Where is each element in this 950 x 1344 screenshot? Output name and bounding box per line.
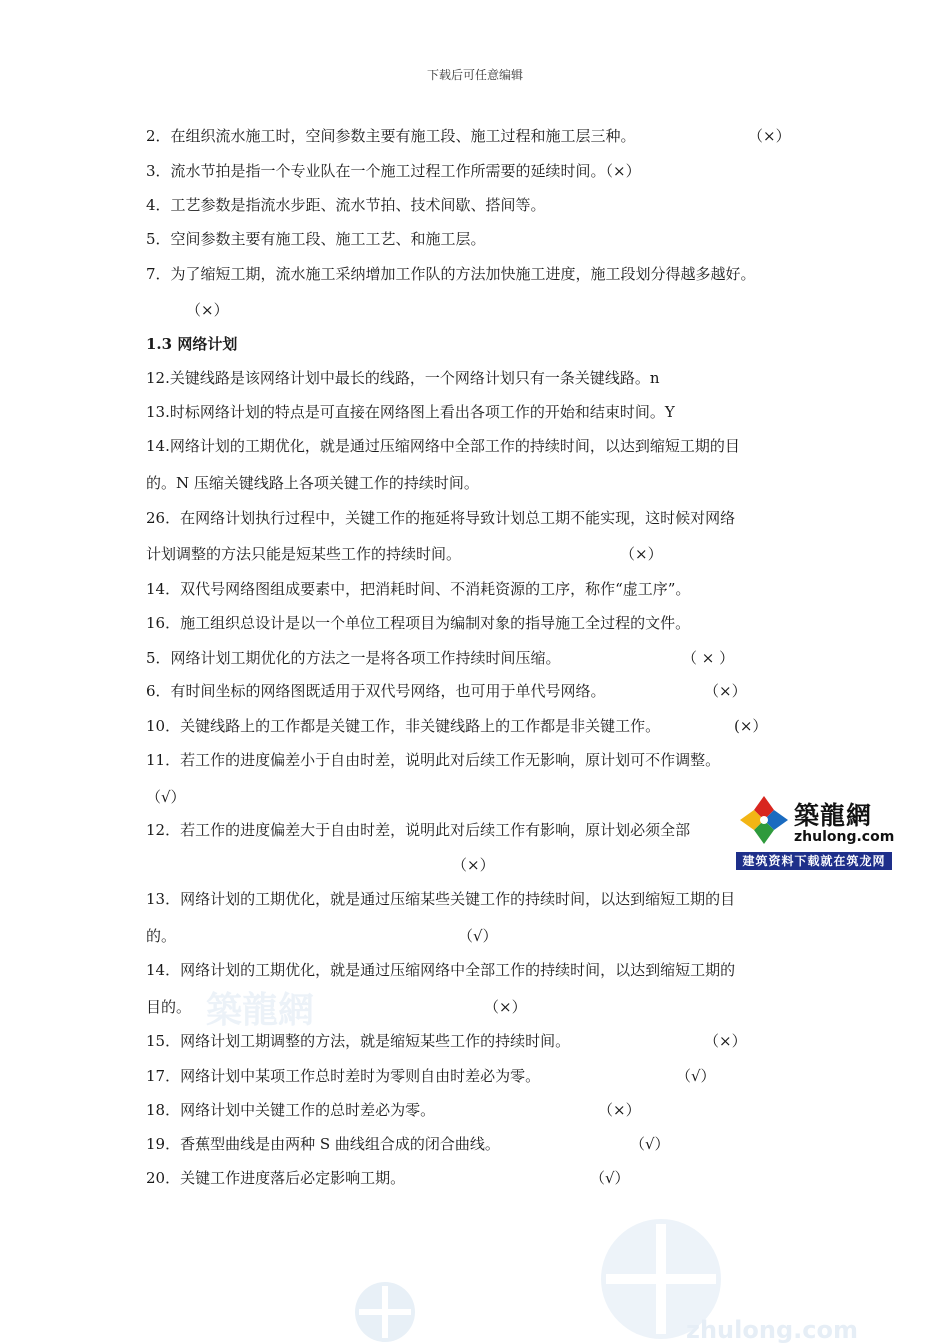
- watermark-emblem-icon: [350, 1280, 420, 1344]
- zhulong-logo: [736, 792, 895, 870]
- logo-slogan: 建筑资料下载就在筑龙网: [736, 852, 892, 870]
- section-heading: 1.3 网络计划: [146, 335, 238, 353]
- text-line: 14．双代号网络图组成要素中，把消耗时间、不消耗资源的工序，称作“虚工序”。: [146, 580, 691, 598]
- zhulong-emblem-icon: [738, 794, 790, 846]
- text-line: 16．施工组织总设计是以一个单位工程项目为编制对象的指导施工全过程的文件。: [146, 614, 691, 632]
- answer-mark: （×）: [704, 682, 747, 700]
- logo-chinese-name: 築龍網: [794, 801, 873, 830]
- page-header: 下载后可任意编辑: [426, 68, 523, 82]
- answer-mark: （×）: [484, 998, 527, 1016]
- text-line: （√）: [146, 788, 186, 806]
- text-line: 26．在网络计划执行过程中，关键工作的拖延将导致计划总工期不能实现，这时候对网络: [146, 509, 736, 527]
- text-line: 14.网络计划的工期优化，就是通过压缩网络中全部工作的持续时间，以达到缩短工期的目: [146, 437, 740, 455]
- text-line: （×）: [186, 301, 229, 319]
- text-line: 目的。: [146, 998, 192, 1016]
- text-line: 5．空间参数主要有施工段、施工工艺、和施工层。: [146, 230, 486, 248]
- text-line: 13.时标网络计划的特点是可直接在网络图上看出各项工作的开始和结束时间。Y: [146, 403, 675, 421]
- text-line: 的。N 压缩关键线路上各项关键工作的持续时间。: [146, 474, 479, 492]
- text-line: 2．在组织流水施工时，空间参数主要有施工段、施工过程和施工层三种。: [146, 127, 636, 145]
- answer-mark: （√）: [458, 927, 498, 945]
- text-line: 13．网络计划的工期优化，就是通过压缩某些关键工作的持续时间，以达到缩短工期的目: [146, 890, 736, 908]
- answer-mark: （×）: [598, 1101, 641, 1119]
- text-line: 20．关键工作进度落后必定影响工期。: [146, 1169, 406, 1187]
- text-line: 15．网络计划工期调整的方法，就是缩短某些工作的持续时间。: [146, 1032, 571, 1050]
- text-line: 10．关键线路上的工作都是关键工作，非关键线路上的工作都是非关键工作。: [146, 717, 661, 735]
- answer-mark: （×）: [452, 856, 495, 874]
- text-line: 3．流水节拍是指一个专业队在一个施工过程工作所需要的延续时间。（×）: [146, 162, 641, 180]
- watermark-text: 築龍網: [206, 989, 315, 1031]
- text-line: 6．有时间坐标的网络图既适用于双代号网络，也可用于单代号网络。: [146, 682, 606, 700]
- answer-mark: （×）: [620, 545, 663, 563]
- text-line: 4．工艺参数是指流水步距、流水节拍、技术间歇、搭间等。: [146, 196, 546, 214]
- text-line: 19．香蕉型曲线是由两种 S 曲线组合成的闭合曲线。: [146, 1135, 500, 1153]
- answer-mark: (×）: [734, 717, 768, 735]
- text-line: 7．为了缩短工期，流水施工采纳增加工作队的方法加快施工进度，施工段划分得越多越好。: [146, 265, 756, 283]
- answer-mark: （ × ）: [682, 649, 735, 667]
- text-line: 12.关键线路是该网络计划中最长的线路，一个网络计划只有一条关键线路。n: [146, 369, 660, 387]
- logo-domain: zhulong.com: [794, 829, 895, 845]
- answer-mark: （√）: [590, 1169, 630, 1187]
- answer-mark: （×）: [748, 127, 791, 145]
- text-line: 11．若工作的进度偏差小于自由时差，说明此对后续工作无影响，原计划可不作调整。: [146, 751, 721, 769]
- watermark-url: zhulong.com: [686, 1316, 858, 1344]
- text-line: 的。: [146, 927, 177, 945]
- text-line: 计划调整的方法只能是短某些工作的持续时间。: [146, 545, 462, 563]
- text-line: 12．若工作的进度偏差大于自由时差，说明此对后续工作有影响，原计划必须全部: [146, 821, 691, 839]
- text-line: 14．网络计划的工期优化，就是通过压缩网络中全部工作的持续时间，以达到缩短工期的: [146, 961, 736, 979]
- answer-mark: （√）: [630, 1135, 670, 1153]
- text-line: 17．网络计划中某项工作总时差时为零则自由时差必为零。: [146, 1067, 541, 1085]
- text-line: 5．网络计划工期优化的方法之一是将各项工作持续时间压缩。: [146, 649, 561, 667]
- answer-mark: （×）: [704, 1032, 747, 1050]
- text-line: 18．网络计划中关键工作的总时差必为零。: [146, 1101, 436, 1119]
- answer-mark: （√）: [676, 1067, 716, 1085]
